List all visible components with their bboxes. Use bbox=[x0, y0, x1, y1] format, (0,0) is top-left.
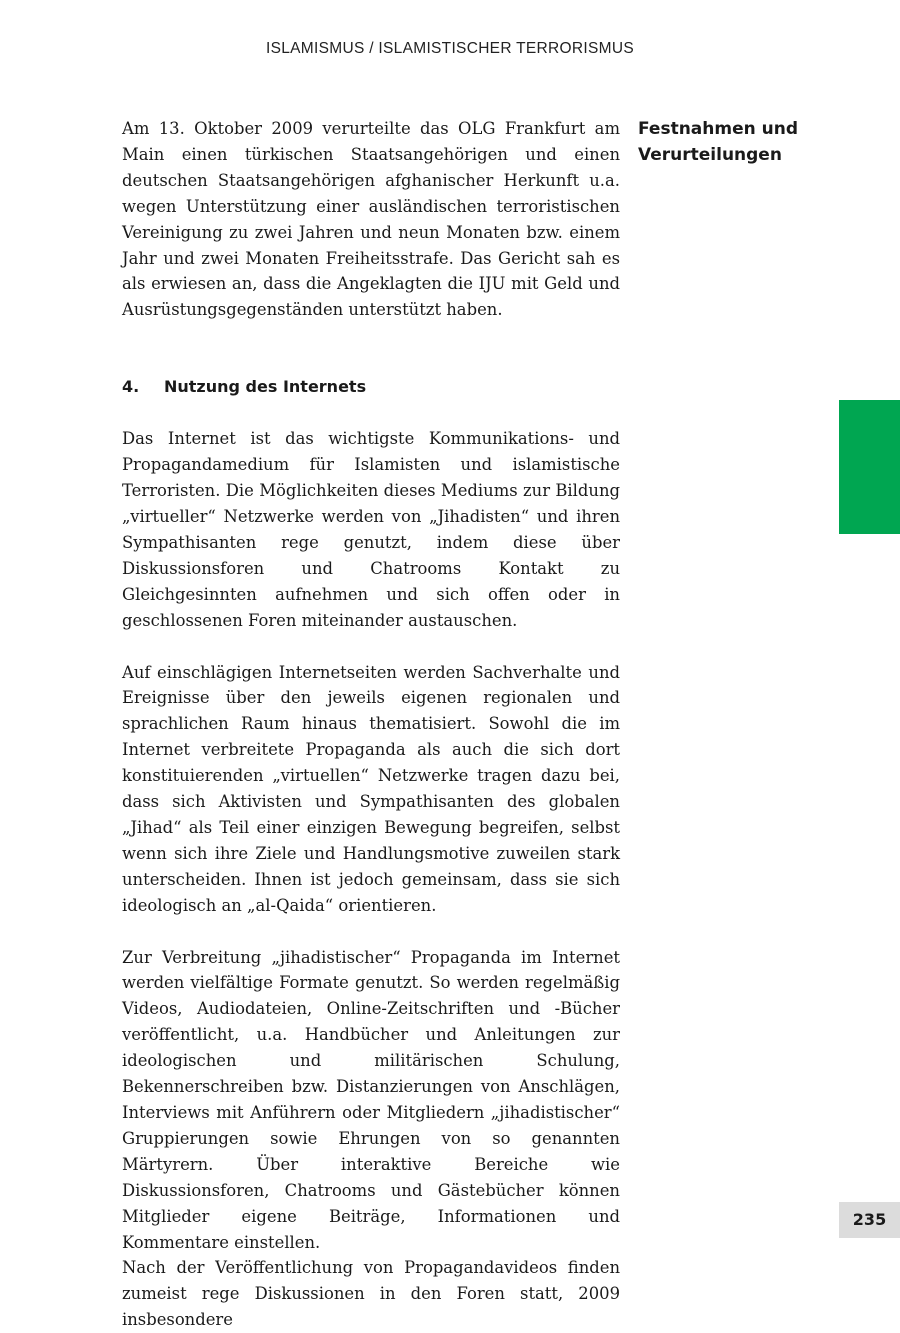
paragraph-internet-sites: Auf einschlägigen Internetseiten werden Sachverhalte und Ereignisse über den jeweils eigenen regionalen und sprachlichen Raum hinaus thematisiert. Sowohl die im Internet verbreitete Propaganda als auch die sich dort konstituierenden „virtuellen“ Netzwerke tragen dazu bei, dass sich Aktivisten und Sympathisanten des globalen „Jihad“ als Teil einer einzigen Bewegung begreifen, selbst wenn sich ihre Ziele und Handlungsmotive zuweilen stark unterscheiden. Ihnen ist jedoch gemeinsam, dass sie sich ideologisch an „al-Qaida“ orientieren. bbox=[122, 662, 620, 915]
chapter-tab-marker bbox=[839, 400, 900, 534]
paragraph-convictions: Am 13. Oktober 2009 verurteilte das OLG Frankfurt am Main einen türkischen Staatsangehörigen und einen deutschen Staatsangehörigen afghanischer Herkunft u.a. wegen Unterstützung einer ausländischen terroristischen Vereinigung zu zwei Jahren und neun Monaten bzw. einem Jahr und zwei Monaten Freiheitsstrafe. Das Gericht sah es als erwiesen an, dass die Angeklagten die IJU mit Geld und Ausrüstungsgegenständen unterstützt haben. bbox=[122, 119, 620, 320]
section-title: Nutzung des Internets bbox=[164, 377, 367, 397]
paragraph-propaganda-formats: Zur Verbreitung „jihadistischer“ Propaganda im Internet werden vielfältige Formate genutzt. So werden regelmäßig Videos, Audiodateien, Online-Zeitschriften und -Bücher veröffentlicht, u.a. Handbücher und Anleitungen zur ideologischen und militärischen Schulung, Bekennerschreiben bzw. Distanzierungen von Anschlägen, Interviews mit Anführern oder Mitgliedern „jihadistischer“ Gruppierungen sowie Ehrungen von so genannten Märtyrern. Über interaktive Bereiche wie Diskussionsforen, Chatrooms und Gästebücher können Mitglieder eigene Beiträge, Informationen und Kommentare einstellen. bbox=[122, 947, 620, 1252]
page-number: 235 bbox=[839, 1202, 900, 1238]
section-heading bbox=[122, 374, 620, 400]
section-number: 4. bbox=[122, 377, 140, 397]
main-text-column bbox=[122, 116, 620, 1333]
margin-note: Festnahmen und Verurteilungen bbox=[638, 119, 799, 165]
paragraph-internet-medium: Das Internet ist das wichtigste Kommunikations- und Propagandamedium für Islamisten und islamistische Terroristen. Die Möglichkeiten dieses Mediums zur Bildung „virtueller“ Netzwerke werden von „Jihadisten“ und ihren Sympathisanten rege genutzt, indem diese über Diskussionsforen und Chatrooms Kontakt zu Gleichgesinnten aufnehmen und sich offen oder in geschlossenen Foren miteinander austauschen. bbox=[122, 429, 620, 630]
running-header: ISLAMISMUS / ISLAMISTISCHER TERRORISMUS bbox=[266, 40, 634, 57]
paragraph-discussions: Nach der Veröffentlichung von Propagandavideos finden zumeist rege Diskussionen in den Foren statt, 2009 insbesondere bbox=[122, 1258, 620, 1330]
